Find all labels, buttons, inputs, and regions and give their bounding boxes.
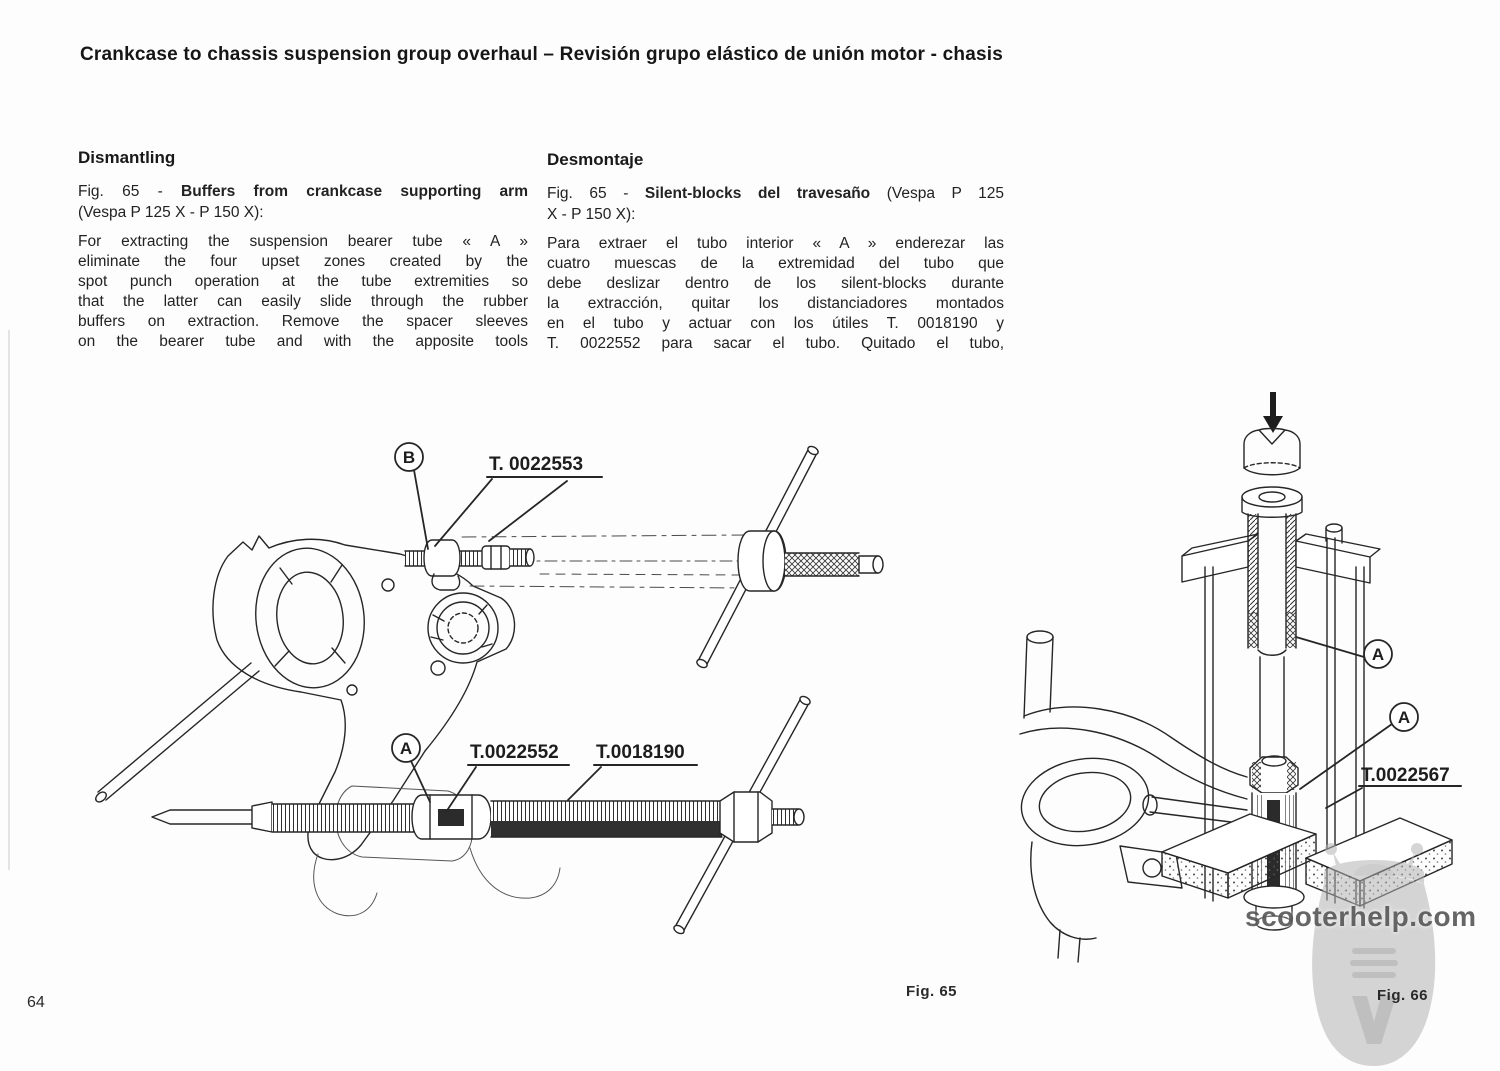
english-heading: Dismantling bbox=[78, 148, 176, 167]
fig65-illustration bbox=[94, 443, 883, 935]
figref-prefix: Fig. 65 - bbox=[78, 183, 182, 200]
spanish-heading: Desmontaje bbox=[547, 150, 644, 169]
tool-label-t0022567: T.0022567 bbox=[1361, 765, 1450, 786]
tool-label-t0022552: T.0022552 bbox=[470, 742, 559, 763]
callout-a2-letter: A bbox=[1397, 708, 1411, 727]
bearer-tube-rod bbox=[152, 802, 422, 832]
figure-65-caption: Fig. 65 bbox=[906, 983, 958, 1000]
outer-tube-cutaway bbox=[1242, 487, 1302, 757]
spanish-body-paragraph: Para extraer el tubo interior « A » enderezar las cuatro muescas de la extremidad del tubo que debe deslizar dentro de los silent-blocks durante la extracción, quitar los distanciadores montados en el tubo y actuar con los útiles T. 0018190 y T. 0022552 para sacar el tubo. Quitado el tubo, bbox=[547, 235, 1004, 352]
leader-line-t0022553-left bbox=[435, 479, 492, 546]
press-punch bbox=[1244, 429, 1300, 475]
down-arrow-icon bbox=[1263, 392, 1283, 433]
hex-nut bbox=[720, 792, 804, 842]
tool-label-t0022553: T. 0022553 bbox=[489, 454, 584, 475]
chassis-drawing bbox=[1015, 631, 1247, 962]
spanish-figure-reference bbox=[547, 183, 1004, 225]
watermark-text: scooterhelp.com bbox=[1245, 901, 1477, 932]
page-title: Crankcase to chassis suspension group overhaul – Revisión grupo elástico de unión motor - chasis bbox=[80, 44, 1003, 65]
figref-line2: (Vespa P 125 X - P 150 X): bbox=[78, 204, 264, 221]
figref-tail: (Vespa P 125 bbox=[870, 185, 1004, 202]
leader-line-t0022553-right bbox=[489, 481, 567, 541]
ghost-scooter-watermark bbox=[1312, 843, 1435, 1066]
fig66-callouts bbox=[1296, 637, 1461, 808]
english-body-paragraph: For extracting the suspension bearer tube « A » eliminate the four upset zones created by the spot punch operation at the tube extremities so that the latter can easily slide through the rubber buffers on extraction. Remove the spacer sleeves on the bearer tube and with the apposite tools bbox=[78, 233, 528, 350]
sleeve-t0022552 bbox=[412, 795, 491, 839]
figure-66-caption: Fig. 66 bbox=[1377, 987, 1429, 1004]
fig65-callouts bbox=[392, 443, 697, 812]
callout-a-letter: A bbox=[399, 739, 413, 758]
callout-a1-letter: A bbox=[1371, 645, 1385, 664]
spanish-column bbox=[547, 150, 1004, 353]
extractor-tool-bottom bbox=[152, 695, 812, 936]
leader-line-a1 bbox=[1296, 637, 1364, 657]
tool-label-t0018190: T.0018190 bbox=[596, 742, 685, 763]
figref-bold: Silent-blocks del travesaño bbox=[644, 185, 871, 202]
figref-line2: X - P 150 X): bbox=[547, 206, 636, 223]
callout-b-letter: B bbox=[402, 448, 416, 467]
english-figure-reference bbox=[78, 181, 528, 223]
leader-line-b bbox=[414, 470, 428, 549]
fig66-illustration bbox=[1015, 392, 1461, 1066]
figref-bold: Buffers from crankcase supporting arm bbox=[181, 183, 528, 200]
figref-prefix: Fig. 65 - bbox=[547, 185, 645, 202]
leader-line-t0018190 bbox=[568, 767, 601, 800]
english-column bbox=[78, 148, 528, 351]
threaded-rod-t0018190 bbox=[491, 801, 722, 837]
page-number: 64 bbox=[27, 994, 45, 1011]
collar-and-screw bbox=[738, 531, 883, 591]
